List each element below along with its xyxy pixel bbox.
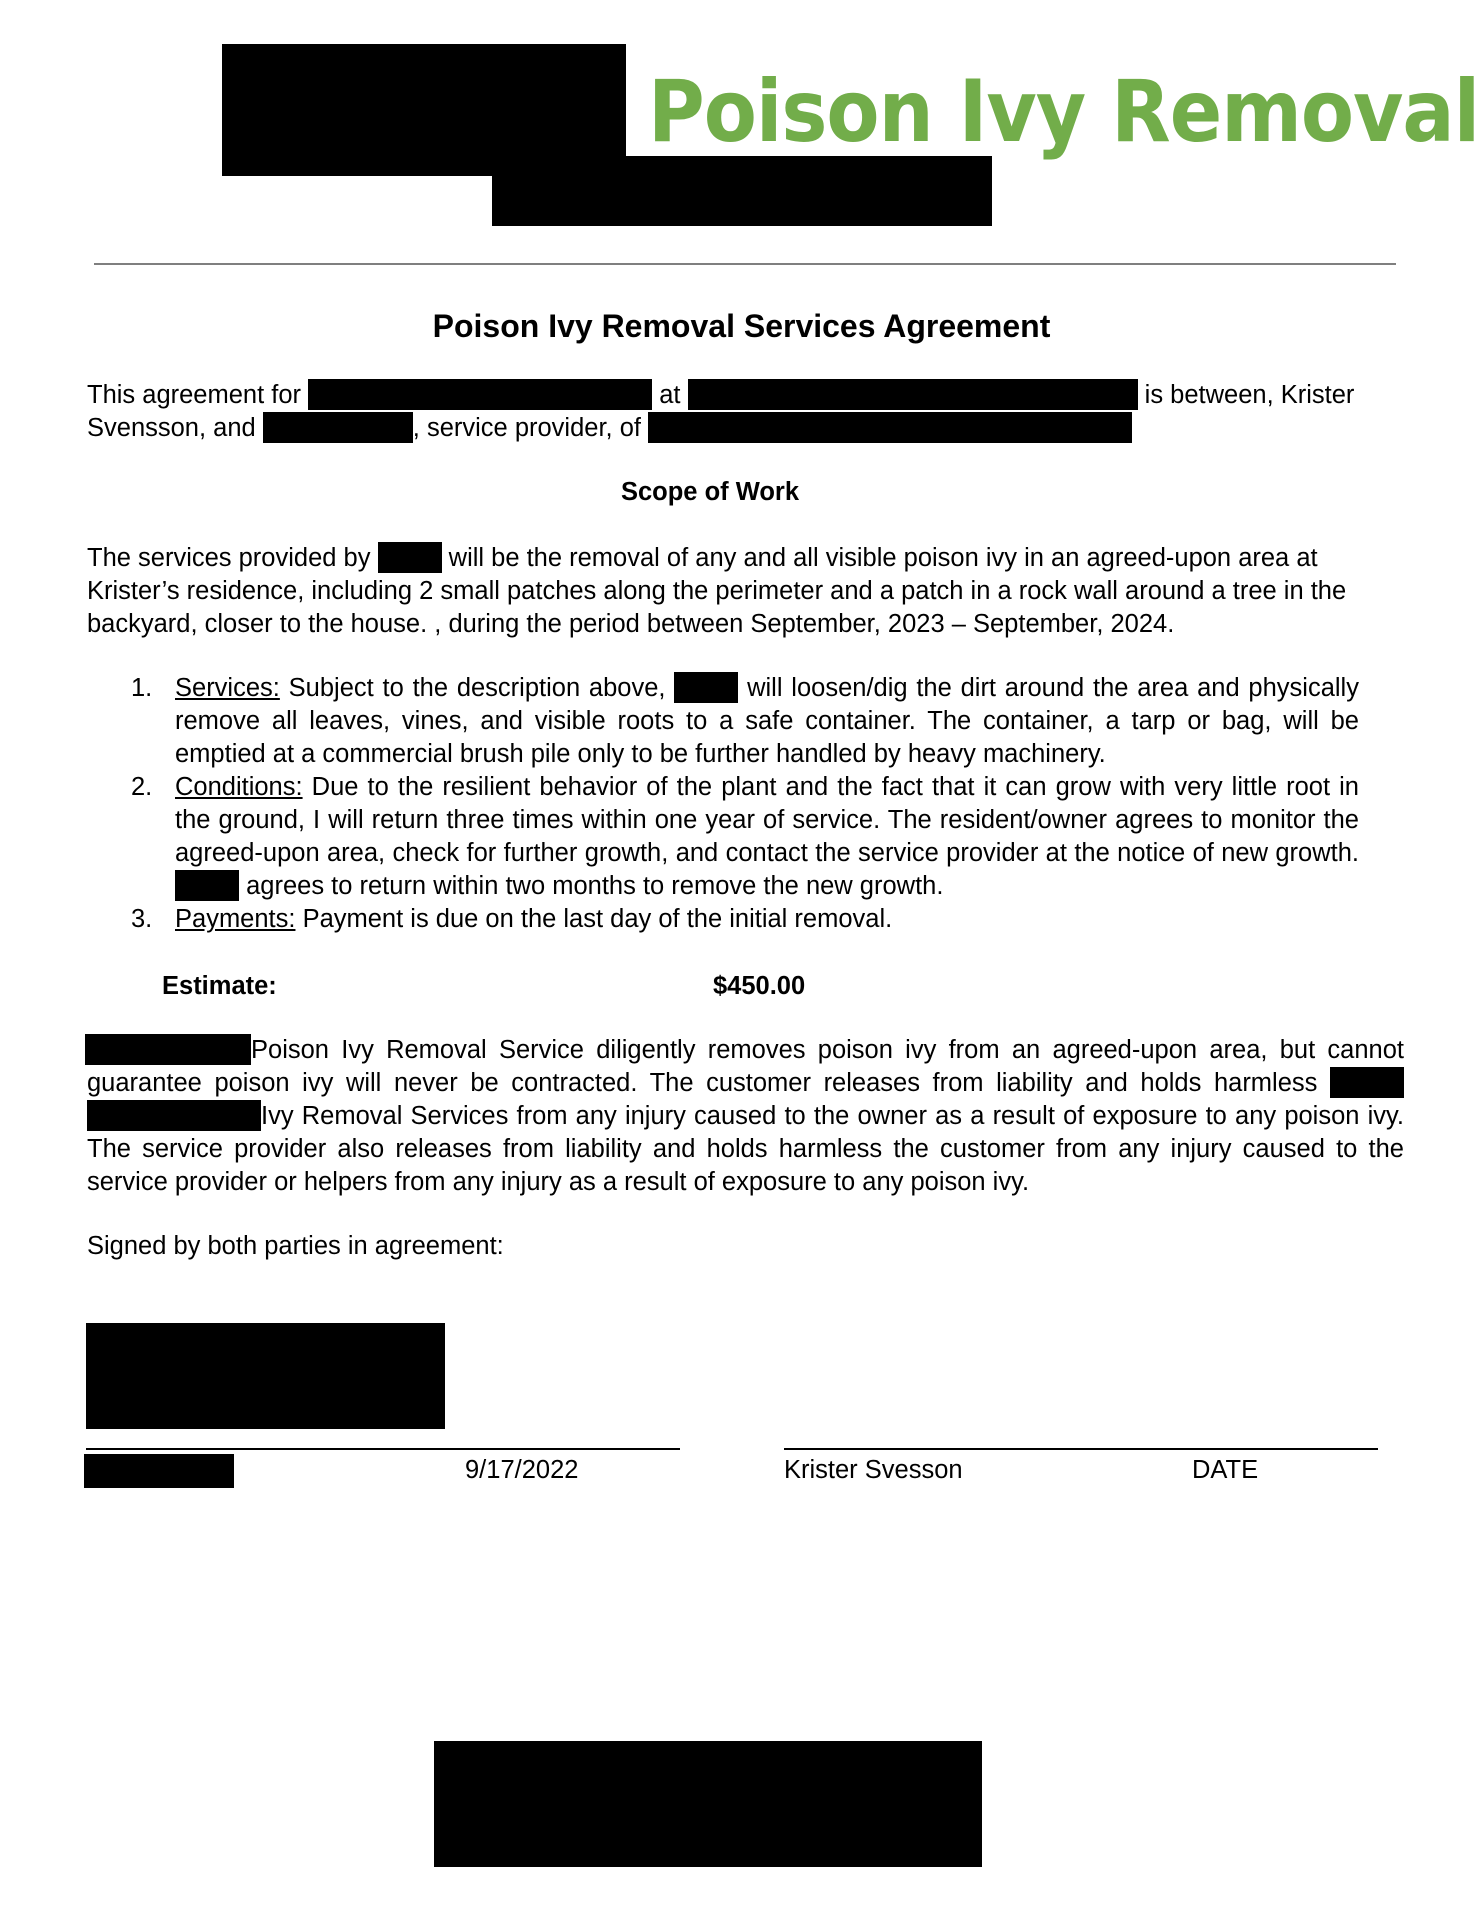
liability-text: Poison Ivy Removal Service diligently removes poison ivy from an agreed-upon area, but cannot guarantee poison ivy will never be contracted. The customer releases from liability and holds harmless: [87, 1036, 1404, 1097]
redacted-signer-name: [84, 1454, 234, 1488]
list-number: 3.: [131, 905, 153, 933]
intro-paragraph: [87, 379, 1404, 445]
list-number: 2.: [131, 773, 153, 801]
signed-text: Signed by both parties in agreement:: [87, 1232, 504, 1260]
list-number: 1.: [131, 674, 153, 702]
scope-text: The services provided by: [87, 544, 371, 572]
redacted-text: [378, 542, 442, 573]
list-label: Payments:: [175, 905, 296, 933]
intro-text: , service provider, of: [412, 414, 641, 442]
scope-heading: Scope of Work: [620, 478, 800, 506]
list-text: will loosen/dig the dirt around the area and physically remove all leaves, vines, and visible roots to a safe container. The container, a tarp or bag, will be emptied at a commercial brush pile only to be further handled by heavy machinery.: [175, 674, 1359, 768]
list-text: Subject to the description above,: [288, 674, 666, 702]
redacted-text: [674, 672, 738, 703]
signature-line-right: [784, 1448, 1378, 1450]
list-item: [87, 672, 1359, 771]
redacted-text: [85, 1034, 251, 1065]
redacted-signature: [86, 1323, 445, 1429]
list-text: agrees to return within two months to remove the new growth.: [246, 872, 944, 900]
intro-text: is between, Krister: [1144, 381, 1355, 409]
redacted-header-block: [492, 156, 992, 226]
intro-text: This agreement for: [87, 381, 302, 409]
list-label: Conditions:: [175, 773, 303, 801]
redacted-text: [1330, 1067, 1404, 1098]
redacted-footer-block: [434, 1741, 982, 1867]
estimate-value: $450.00: [713, 972, 806, 1000]
redacted-text: [648, 412, 1132, 443]
signature-date-left: 9/17/2022: [465, 1456, 579, 1484]
redacted-text: [688, 379, 1138, 410]
list-item: [87, 771, 1359, 903]
list-label: Services:: [175, 674, 280, 702]
signature-date-right: DATE: [1192, 1456, 1259, 1484]
estimate-label: Estimate:: [162, 972, 277, 1000]
scope-text: will be the removal of any and all visible poison ivy in an agreed-upon area at Krister’s residence, including 2 small patches along the perimeter and a patch in a rock wall around a tree in the backyard, closer to the house. , during the period between September, 2023 – September, 2024.: [87, 544, 1347, 638]
header-divider: [94, 263, 1396, 265]
list-text: Payment is due on the last day of the initial removal.: [302, 905, 893, 933]
list-text: Due to the resilient behavior of the plant and the fact that it can grow with very little root in the ground, I will return three times within one year of service. The resident/owner agrees to monitor the agreed-upon area, check for further growth, and contact the service provider at the notice of new growth.: [175, 773, 1359, 867]
terms-list: [87, 672, 1359, 936]
intro-text: Svensson, and: [87, 414, 256, 442]
scope-paragraph: [87, 542, 1404, 641]
redacted-text: [263, 412, 413, 443]
signature-line-left: [86, 1448, 680, 1450]
header-title: Poison Ivy Removal: [648, 62, 1480, 162]
redacted-text: [87, 1100, 261, 1131]
document-title: Poison Ivy Removal Services Agreement: [432, 308, 1051, 344]
intro-text: at: [659, 381, 681, 409]
list-item: [87, 903, 1359, 936]
liability-text: Ivy Removal Services from any injury caused to the owner as a result of exposure to any poison ivy. The service provider also releases from liability and holds harmless the customer from any injury caused to the service provider or helpers from any injury as a result of exposure to any poison ivy.: [87, 1102, 1404, 1196]
signature-name-right: Krister Svesson: [784, 1456, 963, 1484]
redacted-text: [175, 870, 239, 901]
redacted-text: [308, 379, 652, 410]
liability-paragraph: [87, 1034, 1404, 1199]
